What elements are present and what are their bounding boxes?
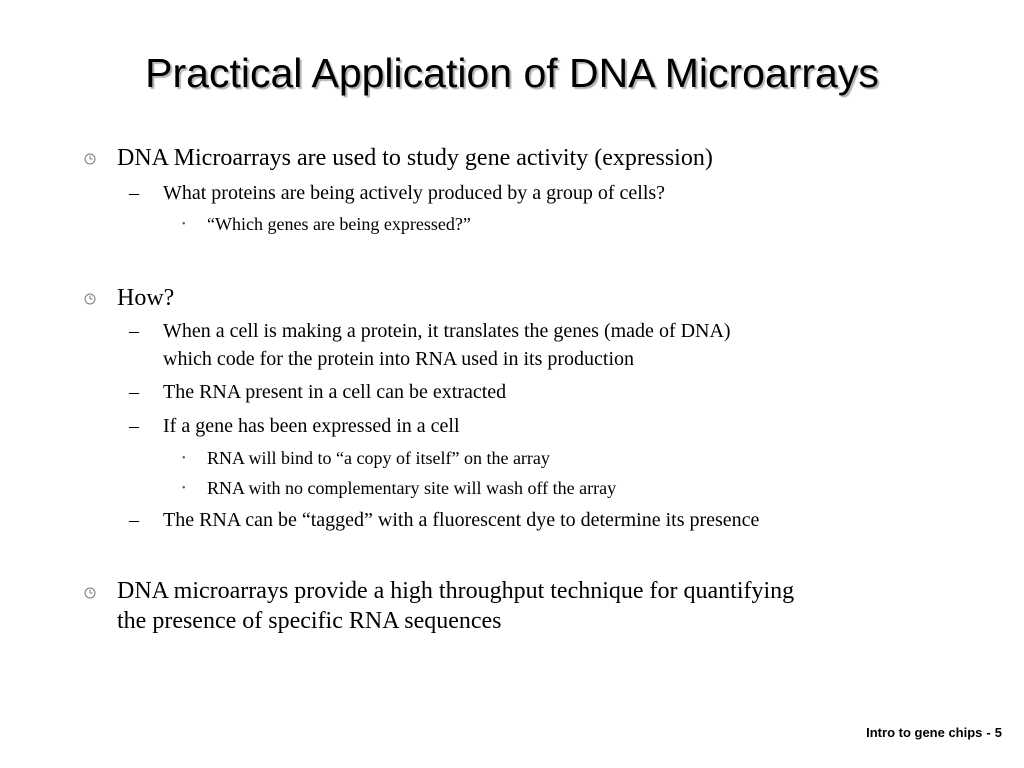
bullet-text: “Which genes are being expressed?” bbox=[207, 214, 471, 234]
clock-icon bbox=[84, 152, 96, 164]
slide-title: Practical Application of DNA Microarrays bbox=[145, 50, 879, 96]
bullet-text: How? bbox=[117, 285, 175, 311]
dash-marker: – bbox=[129, 415, 139, 437]
clock-icon bbox=[84, 586, 96, 598]
dash-marker: – bbox=[129, 509, 139, 531]
dash-marker: – bbox=[129, 182, 139, 204]
page-number: 5 bbox=[994, 725, 1002, 740]
dot-marker: • bbox=[182, 219, 186, 230]
bullet-text: If a gene has been expressed in a cell bbox=[163, 415, 460, 437]
footer-label: Intro to gene chips bbox=[866, 725, 983, 740]
bullet-text: RNA with no complementary site will wash off the array bbox=[207, 478, 617, 498]
dash-marker: – bbox=[129, 381, 139, 403]
clock-icon bbox=[84, 292, 96, 304]
bullet-text-line1: DNA microarrays provide a high throughput technique for quantifying bbox=[117, 578, 795, 604]
bullet-text: The RNA can be “tagged” with a fluorescent dye to determine its presence bbox=[163, 509, 760, 531]
bullet-text-line2: the presence of specific RNA sequences bbox=[117, 608, 502, 634]
slide-footer bbox=[866, 725, 1002, 740]
bullet-text-line1: When a cell is making a protein, it translates the genes (made of DNA) bbox=[163, 320, 731, 342]
bullet-text: DNA Microarrays are used to study gene activity (expression) bbox=[117, 145, 713, 171]
bullet-text: RNA will bind to “a copy of itself” on the array bbox=[207, 448, 550, 468]
bullet-text: What proteins are being actively produced by a group of cells? bbox=[163, 182, 666, 204]
footer-separator: - bbox=[986, 725, 991, 740]
bullet-text-line2: which code for the protein into RNA used in its production bbox=[163, 348, 635, 370]
dot-marker: • bbox=[182, 483, 186, 494]
bullet-text: The RNA present in a cell can be extracted bbox=[163, 381, 507, 403]
dash-marker: – bbox=[129, 320, 139, 342]
dot-marker: • bbox=[182, 453, 186, 464]
